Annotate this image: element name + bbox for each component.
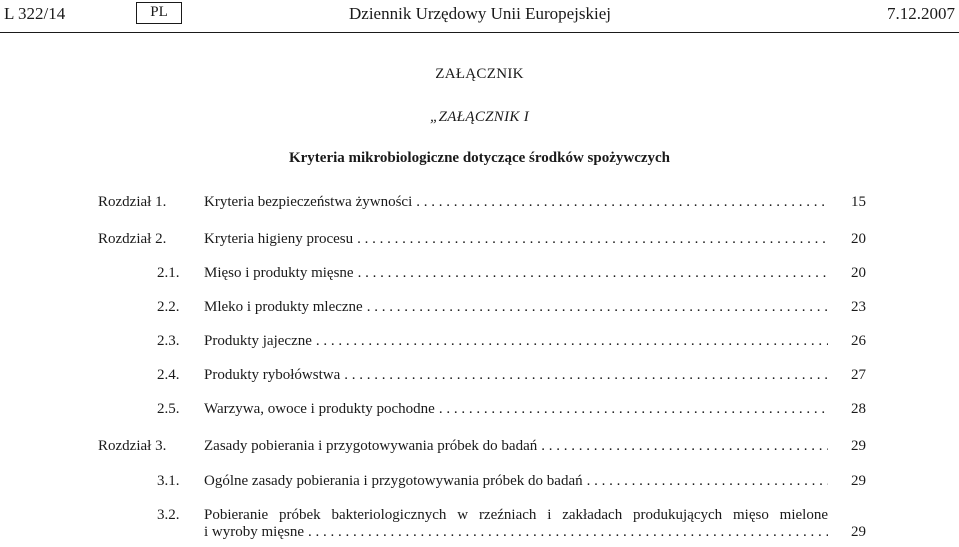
toc-entry: [0, 507, 959, 547]
toc-page-number: 23: [851, 299, 866, 315]
toc-section-number: 3.1.: [157, 473, 180, 489]
toc-entry: [0, 367, 959, 389]
page-header: [0, 0, 959, 32]
toc-chapter-label: Rozdział 3.: [98, 438, 167, 454]
journal-reference: L 322/14: [4, 4, 66, 23]
toc-entry-title: Produkty rybołówstwa: [204, 367, 341, 383]
toc-section-number: 2.5.: [157, 401, 180, 417]
toc-page-number: 20: [851, 231, 866, 247]
toc-entry: [0, 473, 959, 495]
language-badge: PL: [136, 2, 182, 24]
toc-entry-title: Produkty jajeczne: [204, 333, 312, 349]
dot-leader: [308, 524, 828, 541]
annex-1-label: „ZAŁĄCZNIK I: [429, 109, 530, 125]
toc-entry: [0, 401, 959, 423]
toc-page-number: 29: [851, 524, 866, 540]
toc-section-number: 2.3.: [157, 333, 180, 349]
toc-entry-title: Kryteria bezpieczeństwa żywności: [204, 194, 413, 210]
toc-entry: [0, 438, 959, 460]
toc-entry-title-line1: Pobieranie próbek bakteriologicznych w rzeźniach i zakładach produkujących mięso mielone: [204, 507, 828, 523]
toc-page-number: 27: [851, 367, 866, 383]
toc-entry-title: Mleko i produkty mleczne: [204, 299, 363, 315]
toc-page-number: 28: [851, 401, 866, 417]
toc-chapter-label: Rozdział 2.: [98, 231, 167, 247]
dot-leader: [416, 194, 828, 211]
dot-leader: [587, 473, 828, 490]
dot-leader: [357, 231, 828, 248]
toc-section-number: 2.2.: [157, 299, 180, 315]
toc-entry-title-line2: i wyroby mięsne: [204, 524, 304, 540]
toc-entry-title: Mięso i produkty mięsne: [204, 265, 354, 281]
toc-page-number: 20: [851, 265, 866, 281]
toc-entry-title: Zasady pobierania i przygotowywania próbek do badań: [204, 438, 538, 454]
main-heading: Kryteria mikrobiologiczne dotyczące środków spożywczych: [288, 150, 671, 166]
toc-chapter-label: Rozdział 1.: [98, 194, 167, 210]
dot-leader: [316, 333, 828, 350]
toc-entry-title: Warzywa, owoce i produkty pochodne: [204, 401, 435, 417]
publication-date: 7.12.2007: [887, 4, 955, 23]
toc-entry-title: Kryteria higieny procesu: [204, 231, 354, 247]
dot-leader: [439, 401, 828, 418]
toc-section-number: 2.1.: [157, 265, 180, 281]
dot-leader: [541, 438, 828, 455]
toc-entry: [0, 265, 959, 287]
toc-page-number: 26: [851, 333, 866, 349]
toc-section-number: 3.2.: [157, 507, 180, 523]
toc-entry: [0, 299, 959, 321]
dot-leader: [344, 367, 828, 384]
toc-entry-title: Ogólne zasady pobierania i przygotowywania próbek do badań: [204, 473, 583, 489]
toc-section-number: 2.4.: [157, 367, 180, 383]
toc-entry: [0, 194, 959, 216]
annex-label: ZAŁĄCZNIK: [435, 66, 524, 82]
toc-entry: [0, 333, 959, 355]
header-rule: [0, 32, 959, 33]
toc-page-number: 29: [851, 438, 866, 454]
journal-title: Dziennik Urzędowy Unii Europejskiej: [349, 4, 612, 23]
dot-leader: [367, 299, 828, 316]
toc-page-number: 29: [851, 473, 866, 489]
toc-entry: [0, 231, 959, 253]
dot-leader: [358, 265, 828, 282]
toc-page-number: 15: [851, 194, 866, 210]
